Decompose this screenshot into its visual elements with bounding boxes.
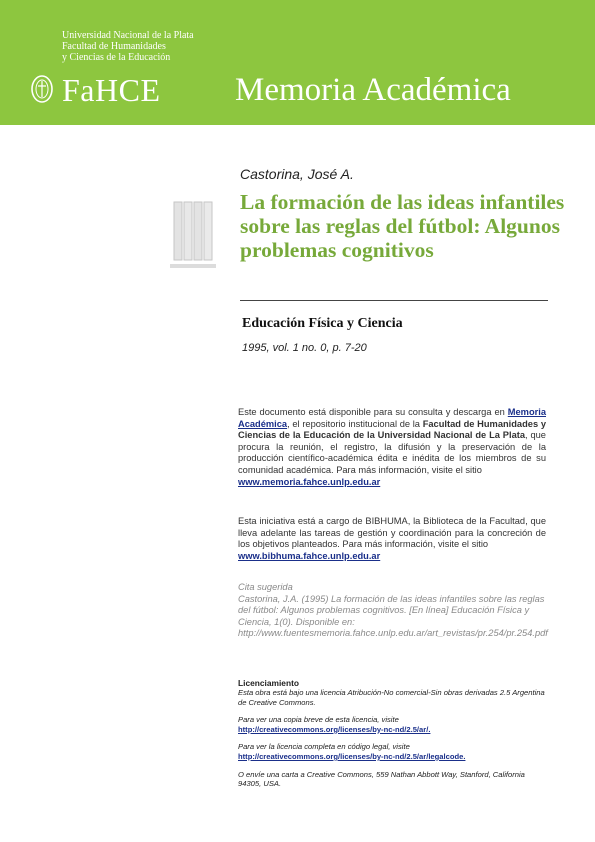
info-text: , que procura la reunión, el registro, la difusión y la preservación de la producción científico-académica édita e inédita de los miembros de su comunidad académica. Para más información, visite el sitio	[238, 430, 546, 475]
university-seal-icon	[30, 74, 54, 104]
license-section	[238, 678, 550, 789]
license-heading: Licenciamiento	[238, 678, 299, 688]
article-title: La formación de las ideas infantiles sobre las reglas del fútbol: Algunos problemas cognitivos	[240, 190, 565, 262]
repository-title: Memoria Académica	[235, 72, 511, 108]
bibhuma-url-link[interactable]: www.bibhuma.fahce.unlp.edu.ar	[238, 550, 381, 561]
bibhuma-paragraph	[238, 516, 546, 562]
header-banner	[0, 0, 595, 125]
bibhuma-text: Esta iniciativa está a cargo de BIBHUMA, la Biblioteca de la Facultad, que lleva adelante las tareas de gestión y coordinación para la concreción de los objetivos planteados. Para más información, visite el sitio	[238, 516, 546, 550]
repository-info-paragraph	[238, 407, 546, 488]
fahce-logo: FaHCE	[62, 72, 161, 108]
info-text: , el repositorio institucional de la	[287, 418, 423, 429]
faculty-name-cont: y Ciencias de la Educación	[62, 52, 171, 63]
license-text: Esta obra está bajo una licencia Atribución-No comercial-Sin obras derivadas 2.5 Argentina de Creative Commons.	[238, 688, 545, 707]
suggested-citation-heading: Cita sugerida	[238, 582, 293, 592]
license-legal-link[interactable]: http://creativecommons.org/licenses/by-nc-nd/2.5/ar/legalcode.	[238, 751, 466, 761]
university-name: Universidad Nacional de la Plata	[62, 30, 194, 41]
suggested-citation	[238, 582, 548, 640]
license-legal-intro: Para ver la licencia completa en código legal, visite	[238, 742, 410, 752]
license-mail-text: O envíe una carta a Creative Commons, 559 Nathan Abbott Way, Stanford, California 94305, USA.	[238, 769, 525, 789]
license-copy-intro: Para ver una copia breve de esta licencia, visite	[238, 715, 399, 725]
suggested-citation-text: Castorina, J.A. (1995) La formación de las ideas infantiles sobre las reglas del fútbol: Algunos problemas cognitivos. [En línea] Educación Física y Ciencia, 1(0). Disponible en: http://www.fuentesmemoria.fahce.unlp.edu.ar/art_revistas/pr.254/pr.254.pdf	[238, 593, 548, 639]
info-text: Este documento está disponible para su consulta y descarga en	[238, 407, 505, 417]
university-names	[62, 30, 194, 63]
memoria-url-link[interactable]: www.memoria.fahce.unlp.edu.ar	[238, 476, 381, 487]
faculty-name: Facultad de Humanidades	[62, 41, 166, 52]
article-author: Castorina, José A.	[240, 166, 354, 182]
citation-details: 1995, vol. 1 no. 0, p. 7-20	[242, 342, 367, 354]
license-copy-link[interactable]: http://creativecommons.org/licenses/by-nc-nd/2.5/ar/.	[238, 724, 431, 734]
divider	[240, 300, 548, 301]
faculty-bold: Facultad de Humanidades y Ciencias de la Educación de la Universidad Nacional de La Plata	[238, 418, 546, 441]
journal-name: Educación Física y Ciencia	[242, 316, 403, 331]
memoria-academica-link[interactable]: Memoria Académica	[238, 407, 546, 429]
books-icon	[168, 200, 218, 278]
